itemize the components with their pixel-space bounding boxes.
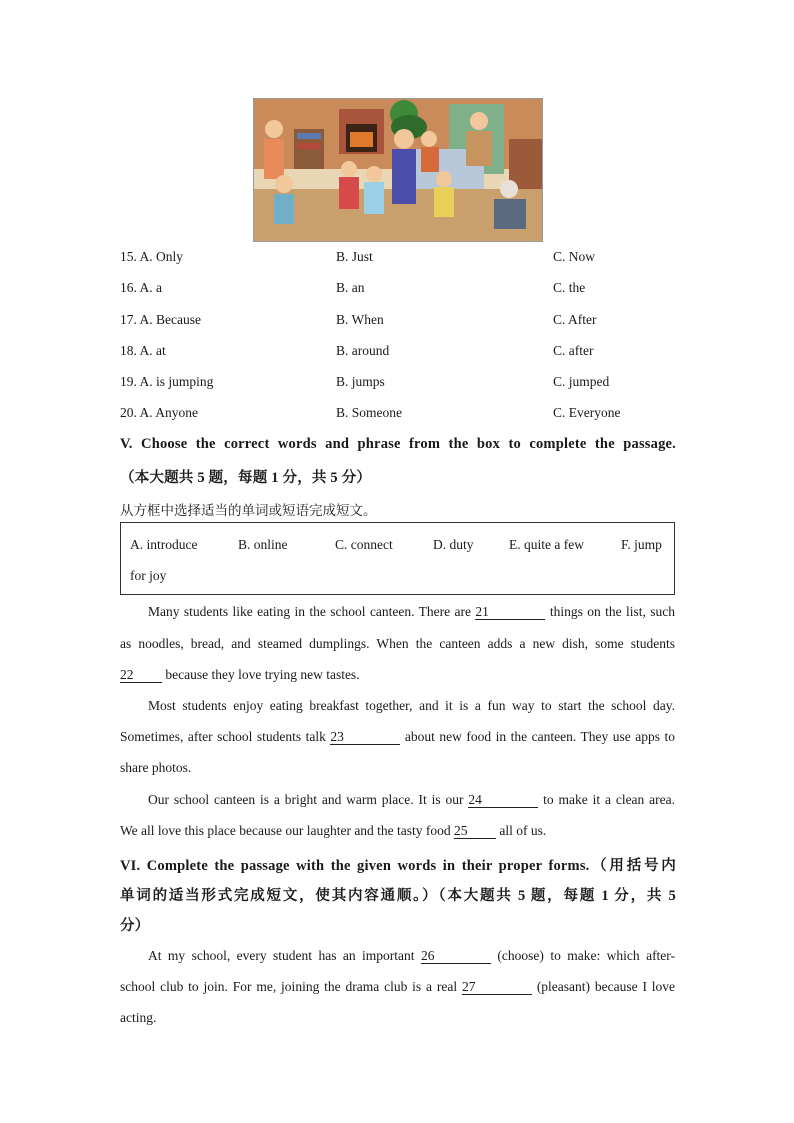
question-number: 19. xyxy=(120,374,137,389)
blank-23[interactable]: 23 xyxy=(330,730,400,745)
passage-line: At my school, every student has an important 26 (choose) to make: which after- xyxy=(148,948,676,963)
option-15-c: C. Now xyxy=(553,249,596,264)
option-row-18 xyxy=(120,343,680,363)
blank-25[interactable]: 25 xyxy=(454,824,496,839)
section-5-instruction: 从方框中选择适当的单词或短语完成短文。 xyxy=(120,503,377,518)
option-row-19 xyxy=(120,374,680,394)
option-15-b: B. Just xyxy=(336,249,373,264)
option-19-a: 19. A. is jumping xyxy=(120,374,214,389)
option-16-c: C. the xyxy=(553,280,586,295)
option-18-b: B. around xyxy=(336,343,390,358)
section-6-heading: VI. Complete the passage with the given words in their proper forms.（用括号内 xyxy=(120,858,676,874)
blank-26[interactable]: 26 xyxy=(421,949,491,964)
section-6-heading-line3: 分） xyxy=(120,918,150,934)
option-18-a: 18. A. at xyxy=(120,343,166,358)
section-6-heading-line2: 单词的适当形式完成短文，使其内容通顺。）（本大题共 5 题，每题 1 分，共 5 xyxy=(120,888,676,904)
question-number: 15. xyxy=(120,249,137,264)
blank-21[interactable]: 21 xyxy=(475,605,545,620)
question-number: 18. xyxy=(120,343,137,358)
word-option-d: D. duty xyxy=(433,537,474,552)
word-option-a: A. introduce xyxy=(130,537,198,552)
option-16-b: B. an xyxy=(336,280,365,295)
question-number: 16. xyxy=(120,280,137,295)
blank-27[interactable]: 27 xyxy=(462,980,532,995)
passage-line: as noodles, bread, and steamed dumplings. When the canteen adds a new dish, some students xyxy=(120,636,675,651)
option-15-a: 15. A. Only xyxy=(120,249,184,264)
option-19-b: B. jumps xyxy=(336,374,385,389)
word-option-f: F. jump xyxy=(621,537,662,552)
option-row-16 xyxy=(120,280,680,300)
option-17-a: 17. A. Because xyxy=(120,312,201,327)
blank-22[interactable]: 22 xyxy=(120,668,162,683)
passage-line: Many students like eating in the school canteen. There are 21 things on the list, such xyxy=(148,604,675,619)
option-20-c: C. Everyone xyxy=(553,405,621,420)
option-row-17 xyxy=(120,312,680,332)
section-5-heading: V. Choose the correct words and phrase from the box to complete the passage. xyxy=(120,436,676,452)
blank-24[interactable]: 24 xyxy=(468,793,538,808)
passage-line: We all love this place because our laughter and the tasty food 25 all of us. xyxy=(120,823,547,838)
word-option-f-continued: for joy xyxy=(130,568,167,583)
option-20-a: 20. A. Anyone xyxy=(120,405,199,420)
word-option-c: C. connect xyxy=(335,537,393,552)
family-party-illustration xyxy=(253,98,543,242)
option-16-a: 16. A. a xyxy=(120,280,163,295)
passage-line: Most students enjoy eating breakfast together, and it is a fun way to start the school day. xyxy=(148,698,675,713)
option-row-15 xyxy=(120,249,680,269)
passage-line: share photos. xyxy=(120,760,192,775)
word-option-b: B. online xyxy=(238,537,288,552)
option-18-c: C. after xyxy=(553,343,594,358)
option-17-c: C. After xyxy=(553,312,597,327)
option-row-20 xyxy=(120,405,680,425)
option-17-b: B. When xyxy=(336,312,384,327)
passage-line: Sometimes, after school students talk 23 about new food in the canteen. They use apps to xyxy=(120,729,676,744)
question-number: 17. xyxy=(120,312,137,327)
passage-line: 22 because they love trying new tastes. xyxy=(120,667,360,682)
word-option-e: E. quite a few xyxy=(509,537,584,552)
passage-line: school club to join. For me, joining the drama club is a real 27 (pleasant) because I love xyxy=(120,979,676,994)
passage-line: Our school canteen is a bright and warm place. It is our 24 to make it a clean area. xyxy=(148,792,676,807)
party-scene-drawing xyxy=(254,99,542,241)
option-20-b: B. Someone xyxy=(336,405,402,420)
question-number: 20. xyxy=(120,405,137,420)
section-5-heading-scoring: （本大题共 5 题，每题 1 分，共 5 分） xyxy=(120,470,372,486)
option-19-c: C. jumped xyxy=(553,374,610,389)
word-box xyxy=(120,522,675,595)
passage-line: acting. xyxy=(120,1010,157,1025)
